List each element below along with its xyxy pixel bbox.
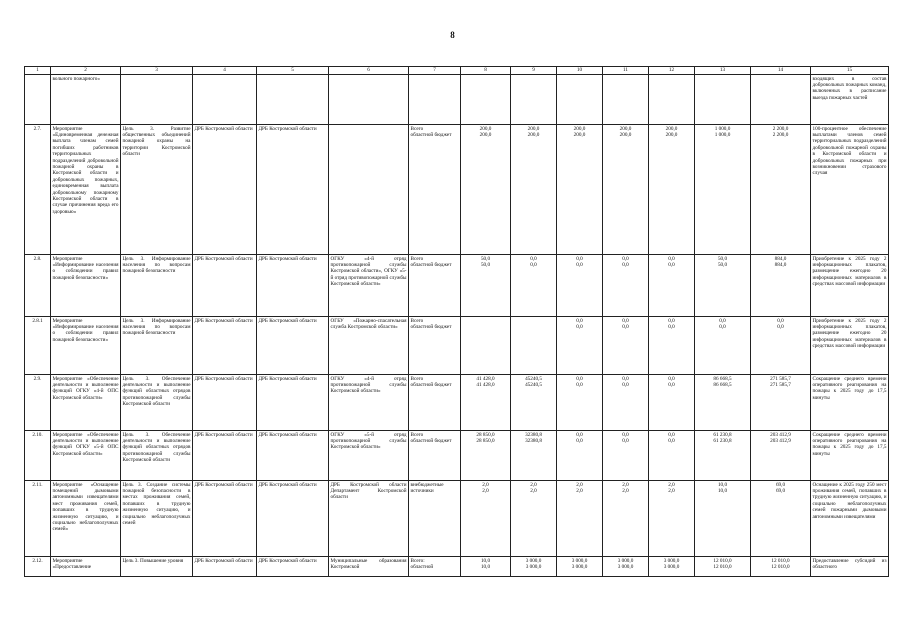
cell-executor: ДРБ Костромской области [193, 317, 257, 375]
table-row [25, 125, 889, 255]
amount-value: 41 428,0 [476, 375, 495, 382]
column-number-row [25, 67, 889, 75]
cell-v9 [511, 317, 557, 375]
cell-event: вольного пожарного» [51, 75, 121, 125]
amount-value: 0,0 [622, 437, 629, 444]
funding-source: внебюджетные источники [410, 481, 444, 494]
amount-value: 200,0 [573, 131, 586, 138]
amount-value: 0,0 [576, 431, 583, 438]
cell-executor: ДРБ Костромской области [193, 375, 257, 431]
cell-source [409, 375, 461, 431]
cell-v8 [461, 317, 511, 375]
cell-goal [121, 75, 193, 125]
cell-result: Приобретение к 2025 году 2 информационных плакатов, размещение ежегодно 20 информационных материалов в средствах массовой информации [811, 317, 889, 375]
funding-source: областной бюджет [410, 131, 452, 138]
column-number: 12 [649, 67, 695, 75]
cell-event: Мероприятие «Информирование населения о соблюдении правил пожарной безопасности» [51, 255, 121, 317]
amount-value: 2,0 [576, 481, 583, 488]
cell-v14 [751, 557, 811, 577]
amount-value: 0,0 [668, 261, 675, 268]
cell-num: 2.8. [25, 255, 51, 317]
cell-coexecutor: ДРБ Костромской области [257, 557, 329, 577]
cell-v13 [695, 75, 751, 125]
cell-event: Мероприятие «Оснащение помещений дымовыми автономными извещателями мест проживания семей, попавших в трудную жизненную ситуацию, и социально неблагополучных семей» [51, 481, 121, 557]
cell-v14 [751, 375, 811, 431]
cell-goal: Цель 3. Обеспечение деятельности и выполнение функций областных отрядов противопожарной службы Костромской области [121, 431, 193, 481]
cell-v8 [461, 431, 511, 481]
column-number: 1 [25, 67, 51, 75]
cell-v10 [557, 125, 603, 255]
cell-v11 [603, 255, 649, 317]
cell-result: Сокращение среднего времени оперативного реагирования на пожары к 2025 году до 17,5 минуты [811, 431, 889, 481]
table-row [25, 431, 889, 481]
amount-value: 0,0 [576, 375, 583, 382]
cell-num: 2.7. [25, 125, 51, 255]
cell-v9 [511, 125, 557, 255]
funding-source: областной бюджет [410, 323, 452, 330]
cell-goal: Цель 3. Повышение уровня [121, 557, 193, 577]
cell-v13 [695, 431, 751, 481]
amount-value: 884,0 [774, 261, 787, 268]
cell-executor: ДРБ Костромской области [193, 255, 257, 317]
amount-value: 200,0 [619, 131, 632, 138]
amount-value: 200,0 [665, 131, 678, 138]
cell-source [409, 255, 461, 317]
amount-value: 0,0 [576, 323, 583, 330]
funding-source: областной бюджет [410, 261, 452, 268]
amount-value: 0,0 [719, 323, 726, 330]
amount-value: 2,0 [576, 487, 583, 494]
column-number: 13 [695, 67, 751, 75]
cell-v12 [649, 125, 695, 255]
amount-value: 0,0 [668, 317, 675, 324]
amount-value: 0,0 [576, 261, 583, 268]
table-row [25, 255, 889, 317]
amount-value: 0,0 [777, 323, 784, 330]
program-table [24, 66, 889, 577]
cell-source [409, 557, 461, 577]
cell-v8 [461, 75, 511, 125]
cell-event: Мероприятие «Информирование населения о соблюдении правил пожарной безопасности» [51, 317, 121, 375]
cell-participant: ОГБУ «Пожарно-спасательная служба Костромской области» [329, 317, 409, 375]
cell-v12 [649, 481, 695, 557]
cell-event: Мероприятие «Предоставление [51, 557, 121, 577]
cell-goal: Цель 3. Создание системы пожарной безопасности в местах проживания семей, попавших в трудную жизненную ситуацию, и социально неблагополучных семей [121, 481, 193, 557]
column-number: 10 [557, 67, 603, 75]
amount-value: 12 010,0 [771, 557, 790, 564]
funding-source: Всего [410, 317, 424, 324]
amount-value: 10,0 [717, 481, 728, 488]
column-number: 2 [51, 67, 121, 75]
amount-value: 200,0 [479, 125, 492, 132]
cell-coexecutor: ДРБ Костромской области [257, 431, 329, 481]
cell-result: входящих в состав добровольных пожарных команд, включенных в расписание выезда пожарных частей [811, 75, 889, 125]
cell-source [409, 481, 461, 557]
column-number: 8 [461, 67, 511, 75]
cell-v10 [557, 75, 603, 125]
cell-result: Оснащение к 2025 году 250 мест проживания семей, попавших в трудную жизненную ситуацию, и социально неблагополучных семей пожарными дымовыми автономными извещателями [811, 481, 889, 557]
funding-source: Всего [410, 125, 424, 132]
amount-value: 0,0 [622, 255, 629, 262]
cell-result: Приобретение к 2025 году 2 информационных плакатов, размещение ежегодно 20 информационных материалов в средствах массовой информации [811, 255, 889, 317]
cell-goal: Цель 3. Информирование населения по вопросам пожарной безопасности [121, 255, 193, 317]
cell-result: 100-процентное обеспечение выплатами членов семей территориальных подразделений добровольной пожарной охраны в Костромской области и добровольных пожарных при возникновении страхового случая [811, 125, 889, 255]
cell-source [409, 125, 461, 255]
cell-participant: Муниципальные образования Костромской [329, 557, 409, 577]
cell-participant: ОГКУ «5-й отряд противопожарной службы Костромской области» [329, 431, 409, 481]
amount-value: 0,0 [530, 261, 537, 268]
cell-coexecutor: ДРБ Костромской области [257, 125, 329, 255]
cell-v12 [649, 557, 695, 577]
amount-value: 0,0 [777, 317, 784, 324]
table-row [25, 557, 889, 577]
amount-value: 61 230,8 [713, 431, 732, 438]
cell-v12 [649, 255, 695, 317]
cell-coexecutor: ДРБ Костромской области [257, 481, 329, 557]
amount-value: 0,0 [668, 381, 675, 388]
cell-executor: ДРБ Костромской области [193, 481, 257, 557]
cell-v9 [511, 431, 557, 481]
cell-goal: Цель 3. Развитие общественных объединений пожарной охраны на территории Костромской области [121, 125, 193, 255]
amount-value: 0,0 [622, 323, 629, 330]
cell-v14 [751, 125, 811, 255]
amount-value: 2,0 [668, 487, 675, 494]
cell-v9 [511, 481, 557, 557]
cell-v13 [695, 125, 751, 255]
cell-event: Мероприятие «Единовременная денежная выплата членам семей погибших работников территориальных подразделений добровольной пожарной охраны в Костромской области и добровольных пожарных, единовременная выплата добровольному пожарному Костромской области в случае причинения вреда его здоровью» [51, 125, 121, 255]
amount-value: 1 000,0 [714, 125, 731, 132]
amount-value: 2 200,0 [772, 125, 789, 132]
amount-value: 271 585,7 [770, 375, 791, 382]
cell-v9 [511, 557, 557, 577]
amount-value: 200,0 [573, 125, 586, 132]
cell-num: 2.8.1 [25, 317, 51, 375]
amount-value: 0,0 [622, 317, 629, 324]
funding-source: областной бюджет [410, 437, 452, 444]
amount-value: 1 000,0 [714, 131, 731, 138]
amount-value: 200,0 [665, 125, 678, 132]
amount-value: 10,0 [717, 487, 728, 494]
funding-source: областной бюджет [410, 381, 452, 388]
column-number: 5 [257, 67, 329, 75]
cell-v8 [461, 481, 511, 557]
table-row [25, 375, 889, 431]
cell-v11 [603, 317, 649, 375]
amount-value: 32380,8 [525, 437, 542, 444]
amount-value: 45240,5 [525, 375, 542, 382]
amount-value: 203 412,9 [770, 437, 791, 444]
amount-value: 200,0 [619, 125, 632, 132]
funding-source: Всего [410, 375, 424, 382]
amount-value: 12 010,0 [713, 563, 732, 570]
column-number: 11 [603, 67, 649, 75]
amount-value: 28 850,0 [476, 431, 495, 438]
cell-v11 [603, 75, 649, 125]
amount-value: 69,0 [775, 487, 786, 494]
cell-executor: ДРБ Костромской области [193, 557, 257, 577]
amount-value: 28 850,0 [476, 437, 495, 444]
cell-participant [329, 125, 409, 255]
cell-v9 [511, 255, 557, 317]
cell-executor: ДРБ Костромской области [193, 431, 257, 481]
cell-num: 2.11. [25, 481, 51, 557]
cell-v10 [557, 431, 603, 481]
cell-event: Мероприятие «Обеспечение деятельности и выполнение функций ОГКУ «5-й ОПС Костромской области» [51, 431, 121, 481]
amount-value: 41 428,0 [476, 381, 495, 388]
table-row [25, 317, 889, 375]
amount-value: 0,0 [530, 255, 537, 262]
amount-value: 50,0 [480, 255, 491, 262]
column-number: 7 [409, 67, 461, 75]
amount-value: 3 000,0 [663, 557, 680, 564]
cell-num: 2.9. [25, 375, 51, 431]
amount-value: 0,0 [719, 317, 726, 324]
amount-value: 50,0 [480, 261, 491, 268]
amount-value: 0,0 [668, 431, 675, 438]
cell-participant: ДРБ Костромской области Департамент Костромской области [329, 481, 409, 557]
amount-value: 3 000,0 [617, 563, 634, 570]
table-row [25, 481, 889, 557]
amount-value: 200,0 [527, 131, 540, 138]
amount-value: 0,0 [622, 261, 629, 268]
cell-event: Мероприятие «Обеспечение деятельности и выполнение функций ОГКУ «4-й ОПС Костромской области» [51, 375, 121, 431]
amount-value: 271 585,7 [770, 381, 791, 388]
cell-participant: ОГКУ «4-й отряд противопожарной службы Костромской области» [329, 375, 409, 431]
amount-value: 2,0 [482, 481, 489, 488]
cell-v10 [557, 557, 603, 577]
cell-v9 [511, 375, 557, 431]
cell-num: 2.12. [25, 557, 51, 577]
amount-value: 86 668,5 [713, 381, 732, 388]
amount-value: 0,0 [668, 255, 675, 262]
column-number: 15 [811, 67, 889, 75]
amount-value: 10,0 [480, 557, 491, 564]
amount-value: 2,0 [482, 487, 489, 494]
cell-participant: ОГКУ «4-й отряд противопожарной службы Костромской области», ОГКУ «5-й отряд противопожарной службы Костромской области» [329, 255, 409, 317]
table-body [25, 75, 889, 577]
cell-v10 [557, 375, 603, 431]
amount-value: 0,0 [622, 375, 629, 382]
amount-value: 50,0 [717, 255, 728, 262]
cell-participant [329, 75, 409, 125]
cell-v14 [751, 75, 811, 125]
amount-value: 0,0 [668, 437, 675, 444]
amount-value: 2,0 [530, 481, 537, 488]
cell-v12 [649, 431, 695, 481]
cell-v11 [603, 125, 649, 255]
amount-value: 12 010,0 [771, 563, 790, 570]
funding-source: Всего: [410, 557, 425, 564]
cell-source [409, 431, 461, 481]
cell-coexecutor: ДРБ Костромской области [257, 375, 329, 431]
amount-value: 2,0 [622, 487, 629, 494]
cell-v13 [695, 481, 751, 557]
cell-v13 [695, 375, 751, 431]
column-number: 14 [751, 67, 811, 75]
cell-coexecutor [257, 75, 329, 125]
cell-coexecutor: ДРБ Костромской области [257, 317, 329, 375]
cell-v12 [649, 317, 695, 375]
amount-value: 3 000,0 [525, 563, 542, 570]
cell-v12 [649, 75, 695, 125]
amount-value: 86 668,5 [713, 375, 732, 382]
cell-goal: Цель 3. Информирование населения по вопросам пожарной безопасности [121, 317, 193, 375]
cell-v14 [751, 481, 811, 557]
amount-value: 0,0 [622, 431, 629, 438]
amount-value: 203 412,9 [770, 431, 791, 438]
amount-value: 50,0 [717, 261, 728, 268]
amount-value: 200,0 [527, 125, 540, 132]
amount-value: 10,0 [480, 563, 491, 570]
amount-value: 32380,8 [525, 431, 542, 438]
cell-v11 [603, 481, 649, 557]
amount-value: 3 000,0 [571, 563, 588, 570]
cell-v11 [603, 557, 649, 577]
cell-v8 [461, 125, 511, 255]
column-number: 9 [511, 67, 557, 75]
page-number: 8 [450, 30, 455, 40]
table-row [25, 75, 889, 125]
cell-v13 [695, 317, 751, 375]
cell-v14 [751, 317, 811, 375]
cell-v12 [649, 375, 695, 431]
cell-v14 [751, 255, 811, 317]
amount-value: 45240,5 [525, 381, 542, 388]
funding-source: Всего [410, 431, 424, 438]
amount-value: 2,0 [530, 487, 537, 494]
cell-goal: Цель 3. Обеспечение деятельности и выполнение функций областных отрядов противопожарной службы Костромской области [121, 375, 193, 431]
cell-source [409, 75, 461, 125]
cell-v13 [695, 255, 751, 317]
cell-v13 [695, 557, 751, 577]
amount-value: 61 230,8 [713, 437, 732, 444]
amount-value: 3 000,0 [571, 557, 588, 564]
cell-v8 [461, 375, 511, 431]
cell-v11 [603, 431, 649, 481]
amount-value: 0,0 [668, 375, 675, 382]
cell-result: Сокращение среднего времени оперативного реагирования на пожары к 2025 году до 17,5 минуты [811, 375, 889, 431]
cell-executor [193, 75, 257, 125]
column-number: 6 [329, 67, 409, 75]
amount-value: 0,0 [576, 381, 583, 388]
amount-value: 69,0 [775, 481, 786, 488]
amount-value: 884,0 [774, 255, 787, 262]
funding-source: Всего [410, 255, 424, 262]
amount-value: 200,0 [479, 131, 492, 138]
amount-value: 2,0 [668, 481, 675, 488]
cell-v9 [511, 75, 557, 125]
cell-v10 [557, 255, 603, 317]
amount-value: 0,0 [576, 317, 583, 324]
funding-source: областной [410, 563, 434, 570]
cell-v10 [557, 317, 603, 375]
cell-v8 [461, 255, 511, 317]
cell-v14 [751, 431, 811, 481]
column-number: 4 [193, 67, 257, 75]
amount-value: 2,0 [622, 481, 629, 488]
cell-executor: ДРБ Костромской области [193, 125, 257, 255]
amount-value: 3 000,0 [617, 557, 634, 564]
amount-value: 12 010,0 [713, 557, 732, 564]
amount-value: 0,0 [576, 255, 583, 262]
cell-result: Предоставление субсидий из областного [811, 557, 889, 577]
cell-coexecutor: ДРБ Костромской области [257, 255, 329, 317]
cell-v10 [557, 481, 603, 557]
cell-v8 [461, 557, 511, 577]
amount-value: 0,0 [576, 437, 583, 444]
cell-num: 2.10. [25, 431, 51, 481]
amount-value: 3 000,0 [525, 557, 542, 564]
amount-value: 3 000,0 [663, 563, 680, 570]
amount-value: 0,0 [668, 323, 675, 330]
amount-value: 2 200,0 [772, 131, 789, 138]
amount-value: 0,0 [622, 381, 629, 388]
cell-v11 [603, 375, 649, 431]
cell-source [409, 317, 461, 375]
column-number: 3 [121, 67, 193, 75]
cell-num [25, 75, 51, 125]
